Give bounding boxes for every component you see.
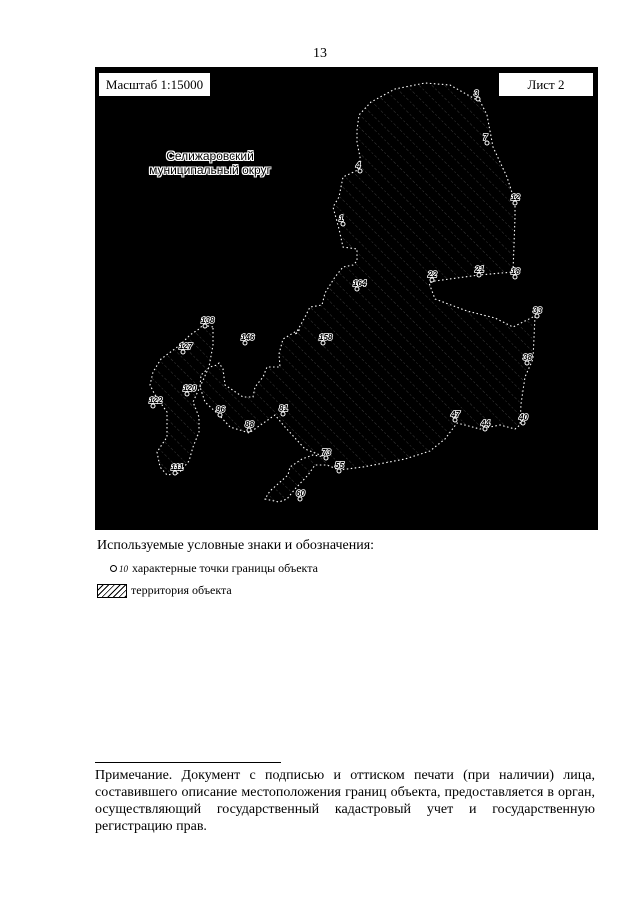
legend-points-text: характерные точки границы объекта [132, 561, 318, 575]
boundary-point-label: 96 [216, 405, 225, 414]
boundary-point-label: 146 [241, 333, 255, 342]
boundary-point-label: 18 [511, 267, 520, 276]
boundary-point-label: 127 [179, 342, 193, 351]
boundary-point-label: 38 [523, 353, 532, 362]
boundary-map [95, 67, 598, 530]
scale-label: Масштаб 1:15000 [98, 72, 211, 97]
boundary-point-label: 122 [149, 396, 163, 405]
boundary-point-label: 33 [533, 306, 542, 315]
boundary-point-label: 12 [511, 193, 520, 202]
boundary-point-label: 22 [428, 270, 437, 279]
boundary-point-label: 111 [171, 463, 184, 472]
legend-points-row [97, 561, 318, 576]
boundary-point-55 [335, 461, 344, 473]
district-label-line2: муниципальный округ [149, 163, 271, 177]
legend-title: Используемые условные знаки и обозначения: [97, 538, 375, 553]
boundary-point-label: 81 [279, 404, 288, 413]
boundary-point-18 [511, 267, 520, 279]
boundary-point-label: 164 [353, 279, 367, 288]
boundary-point-label: 88 [245, 420, 254, 429]
boundary-point-label: 7 [483, 133, 488, 142]
boundary-point-146 [241, 333, 255, 345]
footnote-note: Примечание. Документ с подписью и оттиском печати (при наличии) лица, составившего описание местоположения границ объекта, предоставляется в орган, осуществляющий государственный кадастровый учет и государственную регистрацию прав. [95, 768, 595, 834]
legend-point-number: 10 [119, 563, 128, 574]
boundary-point-60 [296, 489, 305, 501]
boundary-point-label: 4 [356, 161, 361, 170]
boundary-point-label: 120 [183, 384, 197, 393]
boundary-point-label: 1 [339, 214, 344, 223]
boundary-point-111 [171, 463, 184, 475]
district-label [135, 149, 285, 177]
footnote-divider [95, 762, 281, 763]
boundary-point-label: 40 [519, 413, 528, 422]
object-boundary [150, 83, 535, 502]
boundary-point-label: 44 [481, 419, 490, 428]
boundary-point-label: 158 [319, 333, 333, 342]
page-number: 13 [313, 46, 327, 61]
boundary-point-label: 3 [474, 89, 479, 98]
boundary-point-label: 55 [335, 461, 344, 470]
boundary-point-label: 73 [322, 448, 331, 457]
boundary-point-label: 21 [475, 265, 484, 274]
map-drawing [95, 67, 598, 530]
legend-territory-text: территория объекта [131, 583, 232, 597]
sheet-label: Лист 2 [498, 72, 594, 97]
boundary-point-122 [149, 396, 163, 408]
legend-territory-row [97, 583, 232, 598]
hatch-pattern-icon [97, 584, 127, 598]
boundary-point-icon [110, 565, 117, 572]
boundary-point-label: 138 [201, 316, 215, 325]
district-label-line1: Селижаровский [166, 149, 254, 163]
boundary-point-33 [533, 306, 542, 318]
boundary-point-label: 47 [451, 410, 460, 419]
boundary-point-label: 60 [296, 489, 305, 498]
boundary-point-44 [480, 419, 490, 431]
